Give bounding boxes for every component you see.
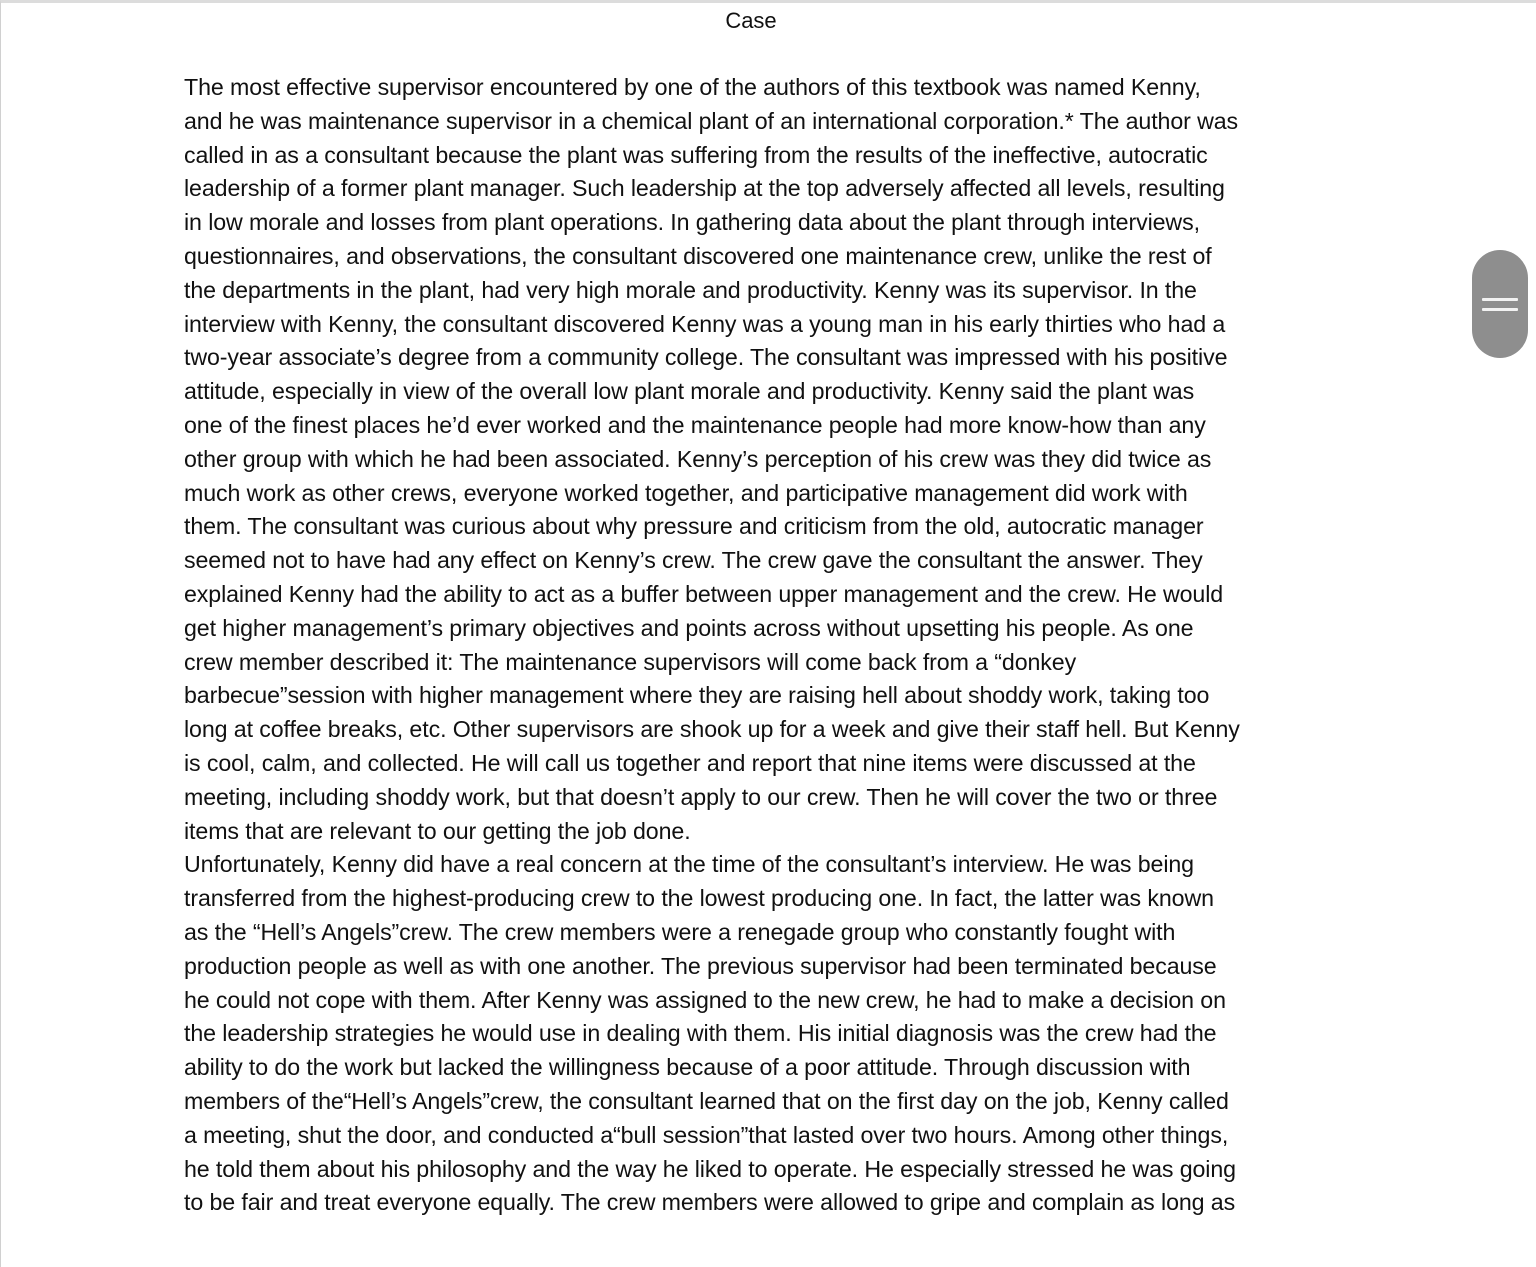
text-line: and he was maintenance supervisor in a chemical plant of an international corporation.* The author was: [184, 107, 1239, 134]
text-line: a meeting, shut the door, and conducted a“bull session”that lasted over two hours. Among other things,: [184, 1121, 1229, 1148]
text-line: get higher management’s primary objectives and points across without upsetting his people. As one: [184, 614, 1194, 641]
text-line: transferred from the highest-producing crew to the lowest producing one. In fact, the latter was known: [184, 885, 1214, 912]
text-line: items that are relevant to our getting the job done.: [184, 817, 691, 844]
text-line: two-year associate’s degree from a community college. The consultant was impressed with his positive: [184, 344, 1228, 371]
text-line: is cool, calm, and collected. He will call us together and report that nine items were discussed at the: [184, 749, 1196, 776]
text-line: barbecue”session with higher management where they are raising hell about shoddy work, taking too: [184, 682, 1210, 709]
drag-handle-icon[interactable]: [1472, 250, 1528, 358]
text-line: ability to do the work but lacked the willingness because of a poor attitude. Through discussion with: [184, 1054, 1191, 1081]
text-line: long at coffee breaks, etc. Other supervisors are shook up for a week and give their staff hell. But Kenny: [184, 716, 1240, 743]
text-line: other group with which he had been associated. Kenny’s perception of his crew was they did twice as: [184, 445, 1212, 472]
text-line: crew member described it: The maintenance supervisors will come back from a “donkey: [184, 648, 1077, 675]
grip-line: [1482, 308, 1518, 311]
text-line: production people as well as with one another. The previous supervisor had been terminated because: [184, 952, 1217, 979]
text-line: members of the“Hell’s Angels”crew, the consultant learned that on the first day on the job, Kenny called: [184, 1087, 1229, 1114]
text-line: questionnaires, and observations, the consultant discovered one maintenance crew, unlike the rest of: [184, 242, 1212, 269]
text-line: explained Kenny had the ability to act as a buffer between upper management and the crew. He would: [184, 580, 1224, 607]
text-line: meeting, including shoddy work, but that doesn’t apply to our crew. Then he will cover the two or three: [184, 783, 1218, 810]
text-line: the departments in the plant, had very high morale and productivity. Kenny was its supervisor. In the: [184, 276, 1197, 303]
text-line: called in as a consultant because the plant was suffering from the results of the ineffective, autocratic: [184, 141, 1208, 168]
grip-line: [1482, 298, 1518, 301]
text-line: interview with Kenny, the consultant discovered Kenny was a young man in his early thirties who had a: [184, 310, 1226, 337]
text-line: attitude, especially in view of the overall low plant morale and productivity. Kenny said the plant was: [184, 378, 1195, 405]
text-line: Unfortunately, Kenny did have a real concern at the time of the consultant’s interview. He was being: [184, 851, 1194, 878]
document-body: [184, 71, 1359, 1220]
text-line: as the “Hell’s Angels”crew. The crew members were a renegade group who constantly fought with: [184, 918, 1176, 945]
text-line: leadership of a former plant manager. Such leadership at the top adversely affected all levels, resulting: [184, 175, 1225, 202]
text-line: them. The consultant was curious about why pressure and criticism from the old, autocratic manager: [184, 513, 1204, 540]
text-line: one of the finest places he’d ever worked and the maintenance people had more know-how than any: [184, 411, 1206, 438]
text-line: he could not cope with them. After Kenny was assigned to the new crew, he had to make a decision on: [184, 986, 1226, 1013]
text-line: he told them about his philosophy and the way he liked to operate. He especially stressed he was going: [184, 1155, 1236, 1182]
text-line: seemed not to have had any effect on Kenny’s crew. The crew gave the consultant the answer. They: [184, 547, 1203, 574]
text-line: The most effective supervisor encountered by one of the authors of this textbook was named Kenny,: [184, 74, 1201, 100]
text-line: much work as other crews, everyone worked together, and participative management did work with: [184, 479, 1188, 506]
document-title: Case: [725, 8, 777, 33]
text-line: to be fair and treat everyone equally. The crew members were allowed to gripe and complain as long as: [184, 1189, 1236, 1216]
text-line: in low morale and losses from plant operations. In gathering data about the plant through interviews,: [184, 209, 1200, 236]
text-line: the leadership strategies he would use in dealing with them. His initial diagnosis was the crew had the: [184, 1020, 1217, 1047]
